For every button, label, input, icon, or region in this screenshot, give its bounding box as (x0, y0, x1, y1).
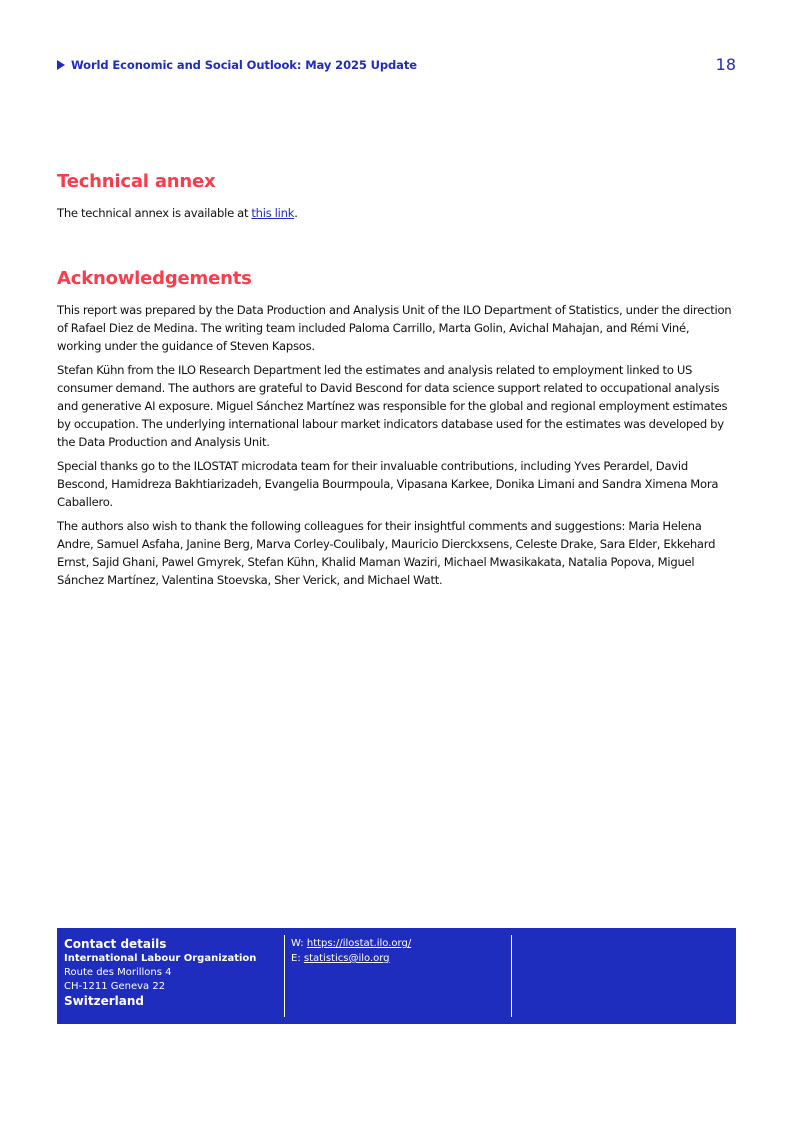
report-title-text: World Economic and Social Outlook: May 2025 Update (71, 58, 417, 72)
contact-title: Contact details (64, 937, 167, 951)
email-link[interactable]: statistics@ilo.org (303, 953, 390, 964)
acknowledgements-paragraph: This report was prepared by the Data Production and Analysis Unit of the ILO Department of Statistics, under the direction of Rafael Diez de Medina. The writing team included Paloma Carrillo, Marta Golin, Avichal Mahajan, and Rémi Viné, working under the guidance of Steven Kapsos. (57, 303, 732, 353)
acknowledgements-heading: Acknowledgements (57, 268, 252, 289)
report-title (57, 58, 417, 72)
email-prefix: E: (291, 953, 304, 964)
annex-text-before: The technical annex is available at (57, 206, 252, 220)
page-header (57, 56, 736, 76)
technical-annex-heading: Technical annex (57, 171, 216, 192)
main-content (57, 171, 735, 589)
technical-annex-text (57, 204, 735, 222)
acknowledgements-body (57, 301, 735, 589)
country: Switzerland (64, 994, 144, 1008)
organization-name: International Labour Organization (64, 953, 257, 964)
web-prefix: W: (291, 938, 307, 949)
page-number: 18 (715, 55, 736, 74)
contact-footer (57, 928, 736, 1024)
footer-links-column (284, 928, 511, 1024)
acknowledgements-paragraph: Special thanks go to the ILOSTAT microdata team for their invaluable contributions, including Yves Perardel, David Bescond, Hamidreza Bakhtiarizadeh, Evangelia Bourmpoula, Vipasana Karkee, Donika Limani and Sandra Ximena Mora Caballero. (57, 459, 719, 509)
technical-annex-link[interactable]: this link (251, 206, 295, 220)
address-line-1: Route des Morillons 4 (64, 967, 172, 978)
footer-address-column (57, 928, 284, 1024)
footer-empty-column (511, 928, 736, 1024)
acknowledgements-paragraph: Stefan Kühn from the ILO Research Department led the estimates and analysis related to employment linked to US consumer demand. The authors are grateful to David Bescond for data science support related to occupational analysis and generative AI exposure. Miguel Sánchez Martínez was responsible for the global and regional employment estimates by occupation. The underlying international labour market indicators database used for the estimates was developed by the Data Production and Analysis Unit. (57, 363, 728, 449)
website-link[interactable]: https://ilostat.ilo.org/ (306, 938, 412, 949)
triangle-bullet-icon (57, 60, 65, 70)
email-contact (291, 951, 504, 966)
web-contact (291, 936, 504, 951)
acknowledgements-paragraph: The authors also wish to thank the following colleagues for their insightful comments and suggestions: Maria Helena Andre, Samuel Asfaha, Janine Berg, Marva Corley-Coulibaly, Mauricio Dierckxsens, Celeste Drake, Sara Elder, Ekkehard Ernst, Sajid Ghani, Pawel Gmyrek, Stefan Kühn, Khalid Maman Waziri, Michael Mwasikakata, Natalia Popova, Miguel Sánchez Martínez, Valentina Stoevska, Sher Verick, and Michael Watt. (57, 519, 716, 587)
annex-text-after: . (294, 206, 298, 220)
address-line-2: CH-1211 Geneva 22 (64, 981, 166, 992)
